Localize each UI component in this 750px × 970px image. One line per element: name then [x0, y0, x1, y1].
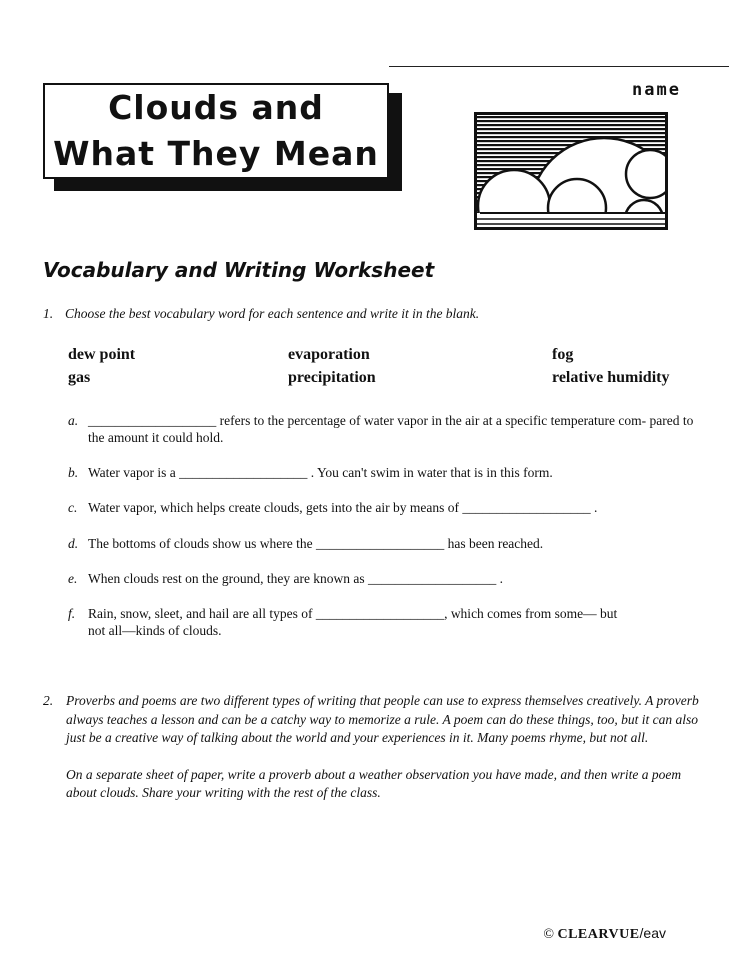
publisher-suffix: /eav	[639, 925, 666, 941]
item-text: Water vapor is a ___________________ . You can't swim in water that is in this form.	[88, 465, 553, 480]
item-text: When clouds rest on the ground, they are known as ___________________ .	[88, 571, 504, 586]
item-letter: a.	[68, 413, 79, 428]
item-text: The bottoms of clouds show us where the ___________________ has been reached.	[88, 536, 544, 551]
item-letter: f.	[68, 606, 76, 621]
item-letter: b.	[68, 465, 79, 480]
vocab-word: gas	[68, 369, 91, 386]
vocab-word: relative humidity	[552, 369, 670, 386]
question-item-f	[68, 605, 628, 639]
name-label: name	[632, 80, 681, 100]
question-2	[43, 692, 708, 821]
question-1-text: Choose the best vocabulary word for each sentence and write it in the blank.	[65, 306, 480, 321]
item-letter: c.	[68, 500, 78, 515]
clouds-illustration	[474, 112, 668, 230]
title-line-1: Clouds and	[108, 88, 324, 127]
vocab-word: evaporation	[288, 346, 370, 363]
vocab-word: precipitation	[288, 369, 376, 386]
question-1-number: 1.	[43, 306, 54, 321]
copyright-footer	[543, 925, 666, 943]
question-item-b	[68, 464, 698, 481]
item-text: ___________________ refers to the percentage of water vapor in the air at a specific temperature com- pared to the amount it could hold.	[88, 413, 694, 445]
question-1-prompt	[43, 306, 479, 322]
title-box	[43, 83, 389, 179]
question-item-a	[68, 412, 698, 446]
copyright-symbol: ©	[543, 927, 554, 942]
question-2-number: 2.	[43, 693, 54, 708]
question-item-c	[68, 499, 698, 516]
item-letter: d.	[68, 536, 79, 551]
item-text: Water vapor, which helps create clouds, gets into the air by means of ___________________ .	[88, 500, 598, 515]
name-line[interactable]	[389, 66, 729, 67]
question-2-paragraph-2: On a separate sheet of paper, write a proverb about a weather observation you have made, and then write a poem about clouds. Share your writing with the rest of the class.	[66, 766, 682, 800]
title-line-2: What They Mean	[53, 134, 379, 173]
publisher-brand: CLEARVUE	[557, 927, 640, 942]
worksheet-subtitle: Vocabulary and Writing Worksheet	[43, 258, 435, 282]
question-item-d	[68, 535, 698, 552]
question-item-e	[68, 570, 698, 587]
vocab-word: fog	[552, 346, 574, 363]
item-letter: e.	[68, 571, 78, 586]
vocab-word: dew point	[68, 346, 136, 363]
question-2-paragraph-1: Proverbs and poems are two different types of writing that people can use to express themselves creatively. A proverb always teaches a lesson and can be a catchy way to memorize a rule. A poem can do these things, too, but it can also just be a creative way of talking about the world and your experiences in it. Many poems rhyme, but not all.	[66, 693, 699, 745]
item-text: Rain, snow, sleet, and hail are all types of ___________________, which comes from some— but not all—kinds of clouds.	[88, 606, 618, 638]
